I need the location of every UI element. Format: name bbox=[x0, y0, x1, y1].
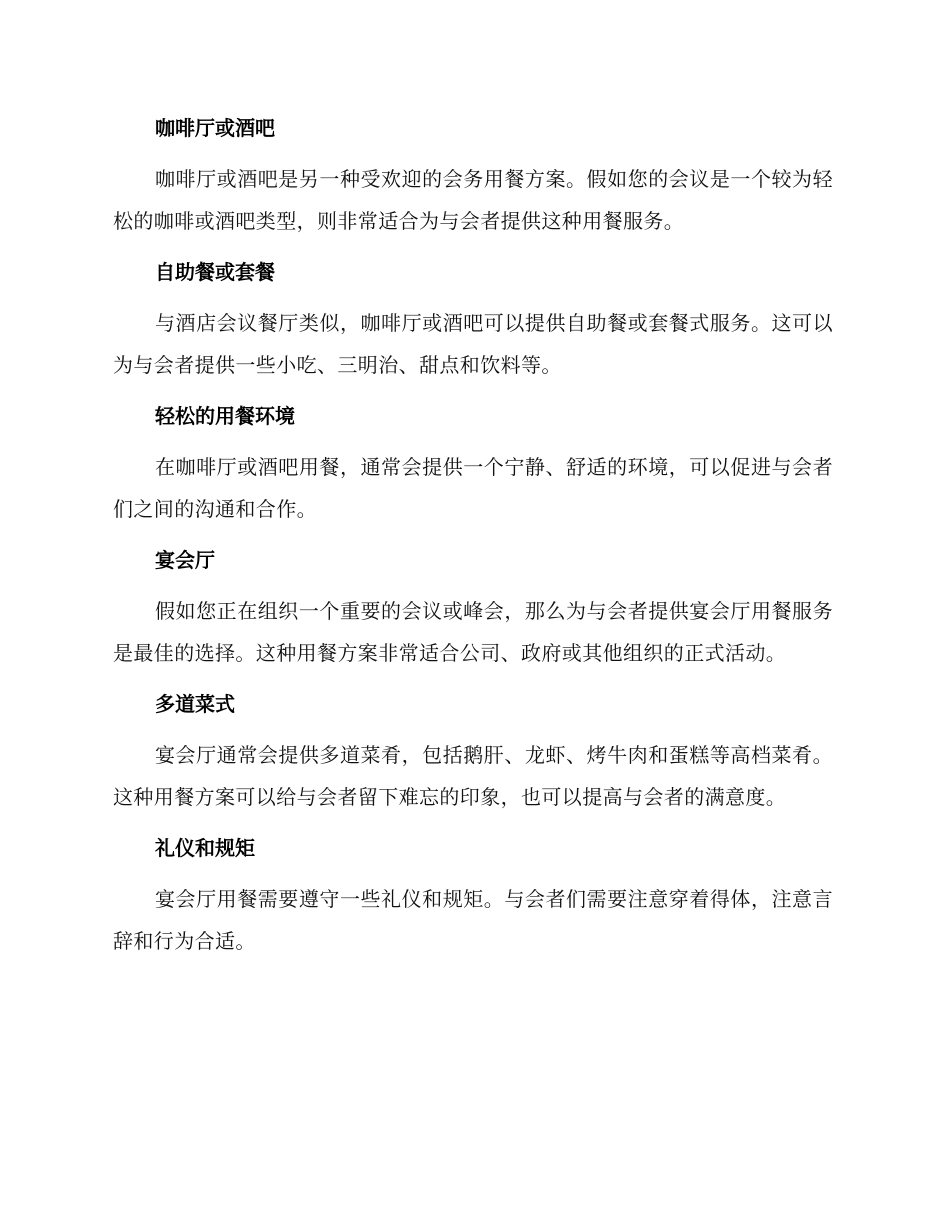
section-paragraph: 宴会厅通常会提供多道菜肴，包括鹅肝、龙虾、烤牛肉和蛋糕等高档菜肴。这种用餐方案可以给与会者留下难忘的印象，也可以提高与会者的满意度。 bbox=[113, 743, 833, 809]
section-paragraph: 与酒店会议餐厅类似，咖啡厅或酒吧可以提供自助餐或套餐式服务。这可以为与会者提供一些小吃、三明治、甜点和饮料等。 bbox=[113, 311, 833, 377]
section-paragraph: 假如您正在组织一个重要的会议或峰会，那么为与会者提供宴会厅用餐服务是最佳的选择。这种用餐方案非常适合公司、政府或其他组织的正式活动。 bbox=[113, 599, 833, 665]
section-heading: 自助餐或套餐 bbox=[155, 260, 275, 284]
section-multi-course bbox=[113, 684, 833, 818]
section-paragraph: 在咖啡厅或酒吧用餐，通常会提供一个宁静、舒适的环境，可以促进与会者们之间的沟通和合作。 bbox=[113, 455, 833, 521]
section-heading: 咖啡厅或酒吧 bbox=[155, 116, 275, 140]
section-etiquette bbox=[113, 828, 833, 962]
section-heading: 多道菜式 bbox=[155, 692, 235, 716]
section-paragraph: 宴会厅用餐需要遵守一些礼仪和规矩。与会者们需要注意穿着得体，注意言辞和行为合适。 bbox=[113, 887, 833, 953]
section-banquet-hall bbox=[113, 540, 833, 674]
section-buffet-set-meal bbox=[113, 252, 833, 386]
section-paragraph: 咖啡厅或酒吧是另一种受欢迎的会务用餐方案。假如您的会议是一个较为轻松的咖啡或酒吧类型，则非常适合为与会者提供这种用餐服务。 bbox=[113, 167, 833, 233]
section-cafe-bar bbox=[113, 108, 833, 242]
section-heading: 宴会厅 bbox=[155, 548, 215, 572]
document-page bbox=[113, 108, 833, 972]
section-heading: 礼仪和规矩 bbox=[155, 836, 255, 860]
section-relaxed-environment bbox=[113, 396, 833, 530]
section-heading: 轻松的用餐环境 bbox=[155, 404, 295, 428]
